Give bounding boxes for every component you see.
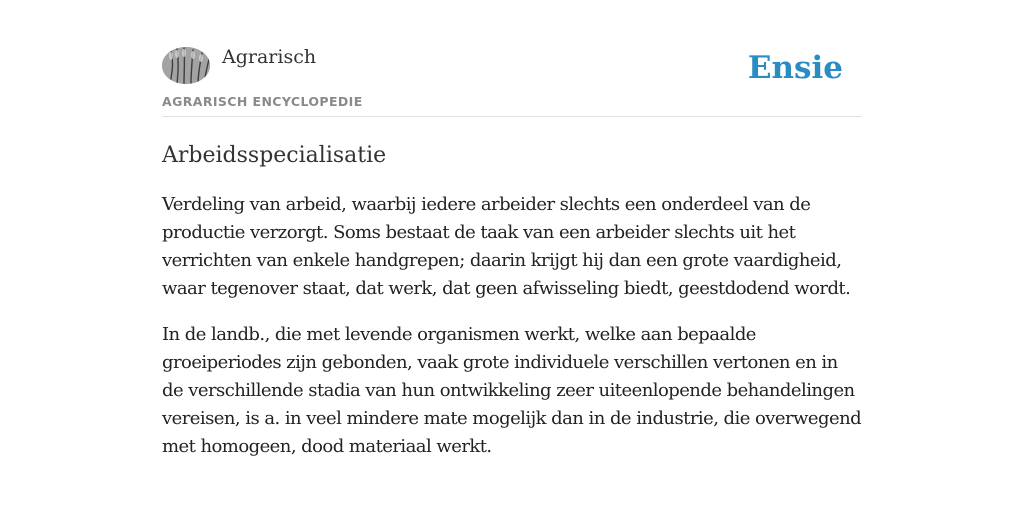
wheat-stalks-icon bbox=[162, 47, 210, 84]
source-avatar[interactable] bbox=[162, 47, 210, 84]
article-paragraph: In de landb., die met levende organismen werkt, welke aan bepaalde groeiperiodes zijn gebonden, vaak grote individuele verschillen vertonen en in de verschillende stadia van hun ontwikkeling zeer uiteenlopende behandelingen vereisen, is a. in veel mindere mate mogelijk dan in de industrie, die overwegend met homogeen, dood materiaal werkt. bbox=[162, 324, 862, 457]
article-title: Arbeidsspecialisatie bbox=[162, 143, 387, 168]
article-paragraph: Verdeling van arbeid, waarbij iedere arbeider slechts een onderdeel van de productie verzorgt. Soms bestaat de taak van een arbeider slechts uit het verrichten van enkele handgrepen; daarin krijgt hij dan een grote vaardigheid, waar tegenover staat, dat werk, dat geen afwisseling biedt, geestdodend wordt. bbox=[162, 194, 851, 299]
article-card bbox=[162, 0, 862, 461]
header bbox=[162, 0, 862, 117]
source-subtitle: AGRARISCH ENCYCLOPEDIE bbox=[162, 94, 363, 109]
source-name[interactable]: Agrarisch bbox=[222, 46, 317, 68]
brand-logo[interactable]: Ensie bbox=[747, 50, 843, 86]
